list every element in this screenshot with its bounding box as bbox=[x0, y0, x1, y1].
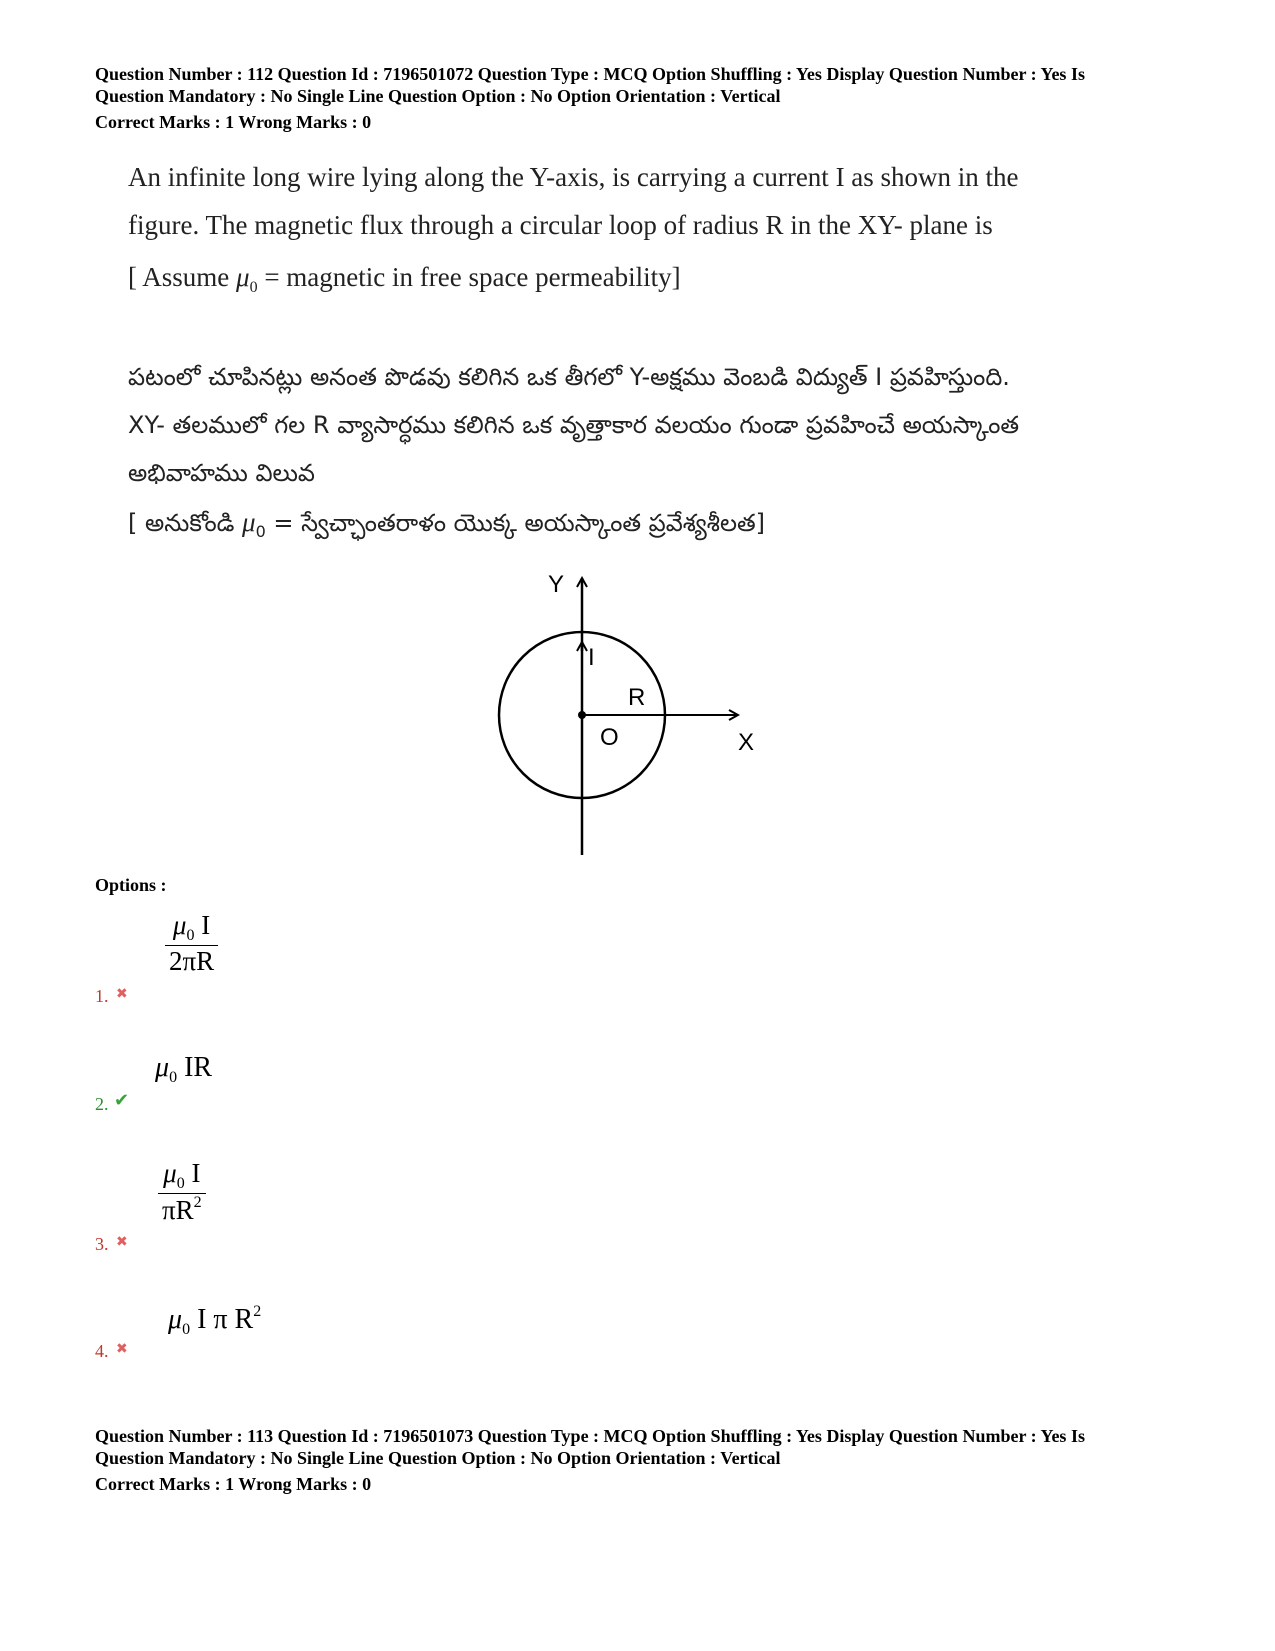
meta-line-1: Question Number : 112 Question Id : 7196501072 Question Type : MCQ Option Shuffling : Yes Display Question Number : Yes Is bbox=[95, 64, 1085, 84]
telugu-line-1: పటంలో చూపినట్లు అనంత పొడవు కలిగిన ఒక తీగలో Y-అక్షము వెంబడి విద్యుత్ I ప్రవహిస్తుంది. bbox=[128, 363, 1010, 391]
marks-line: Correct Marks : 1 Wrong Marks : 0 bbox=[95, 1474, 372, 1494]
option-2-text: IR bbox=[184, 1052, 213, 1083]
numerator-text: I bbox=[191, 1158, 201, 1188]
meta-line-1: Question Number : 113 Question Id : 7196501073 Question Type : MCQ Option Shuffling : Yes Display Question Number : Yes Is bbox=[95, 1426, 1085, 1446]
telugu-line-4 bbox=[128, 507, 1019, 543]
option-4-sup: 2 bbox=[253, 1303, 262, 1320]
telugu-line-3: అభివాహము విలువ bbox=[128, 459, 315, 487]
option-1-denominator: 2πR bbox=[165, 945, 218, 977]
telugu-line-4-pre: [ అనుకోండి bbox=[128, 509, 243, 537]
mu: μ bbox=[155, 1052, 170, 1083]
option-1-numerator bbox=[165, 910, 218, 945]
mu-subscript: 0 bbox=[249, 279, 258, 296]
option-3-expression bbox=[158, 1158, 206, 1226]
question-text-english bbox=[128, 162, 1019, 297]
telugu-line-2: XY- తలములో గల R వ్యాసార్ధము కలిగిన ఒక వృత్తాకార వలయం గుండా ప్రవహించే అయస్కాంత bbox=[128, 411, 1020, 439]
mu: μ bbox=[172, 910, 187, 940]
option-4-number[interactable]: 4. bbox=[95, 1341, 109, 1361]
radius-label: R bbox=[628, 684, 646, 711]
meta-line-2: Question Mandatory : No Single Line Question Option : No Option Orientation : Vertical bbox=[95, 1448, 781, 1468]
english-line-3-pre: [ Assume bbox=[128, 262, 236, 292]
english-line-3 bbox=[128, 262, 1019, 297]
option-2-number[interactable]: 2. bbox=[95, 1094, 109, 1114]
origin-dot bbox=[578, 711, 586, 719]
mu: μ bbox=[168, 1304, 183, 1335]
y-axis-label: Y bbox=[548, 571, 565, 598]
x-axis-label: X bbox=[738, 729, 755, 756]
current-label: I bbox=[588, 644, 595, 671]
english-line-1: An infinite long wire lying along the Y-axis, is carrying a current I as shown in the bbox=[128, 162, 1019, 192]
wrong-mark-icon: ✖ bbox=[116, 1234, 128, 1250]
option-1-expression bbox=[165, 910, 218, 977]
option-2-expression bbox=[155, 1052, 212, 1087]
mu-sub: 0 bbox=[186, 927, 195, 944]
wrong-mark-icon: ✖ bbox=[116, 986, 128, 1002]
mu-sub: 0 bbox=[182, 1321, 191, 1338]
mu-sub: 0 bbox=[176, 1175, 185, 1192]
question-113-meta bbox=[95, 1425, 1085, 1495]
english-line-2: figure. The magnetic flux through a circular loop of radius R in the XY- plane is bbox=[128, 210, 993, 240]
option-3-denominator bbox=[158, 1193, 206, 1226]
marks-line: Correct Marks : 1 Wrong Marks : 0 bbox=[95, 112, 372, 132]
denominator-text: πR bbox=[162, 1195, 194, 1225]
question-112-meta bbox=[95, 63, 1085, 133]
option-4-text: I π R bbox=[197, 1304, 254, 1335]
telugu-line-4-post: = స్వేచ్ఛాంతరాళం యొక్క అయస్కాంత ప్రవేశ్యశీలత] bbox=[265, 509, 766, 537]
mu-sub: 0 bbox=[169, 1069, 178, 1086]
origin-label: O bbox=[600, 724, 619, 751]
meta-line-2: Question Mandatory : No Single Line Question Option : No Option Orientation : Vertical bbox=[95, 86, 781, 106]
denominator-sup: 2 bbox=[193, 1194, 202, 1211]
mu-symbol: μ bbox=[236, 262, 250, 292]
mu-subscript-telugu: 0 bbox=[255, 522, 266, 541]
options-label: Options : bbox=[95, 875, 167, 895]
question-text-telugu bbox=[128, 363, 1019, 543]
wrong-mark-icon: ✖ bbox=[116, 1341, 128, 1357]
numerator-text: I bbox=[201, 910, 211, 940]
option-4-expression bbox=[168, 1303, 261, 1339]
option-3-numerator bbox=[158, 1158, 206, 1193]
correct-check-icon: ✔ bbox=[114, 1090, 130, 1111]
english-line-3-post: = magnetic in free space permeability] bbox=[257, 262, 681, 292]
mu-symbol-telugu: μ bbox=[242, 507, 256, 537]
wire-loop-figure bbox=[470, 570, 770, 860]
option-1-number[interactable]: 1. bbox=[95, 986, 109, 1006]
mu: μ bbox=[163, 1158, 177, 1188]
option-3-number[interactable]: 3. bbox=[95, 1234, 109, 1254]
